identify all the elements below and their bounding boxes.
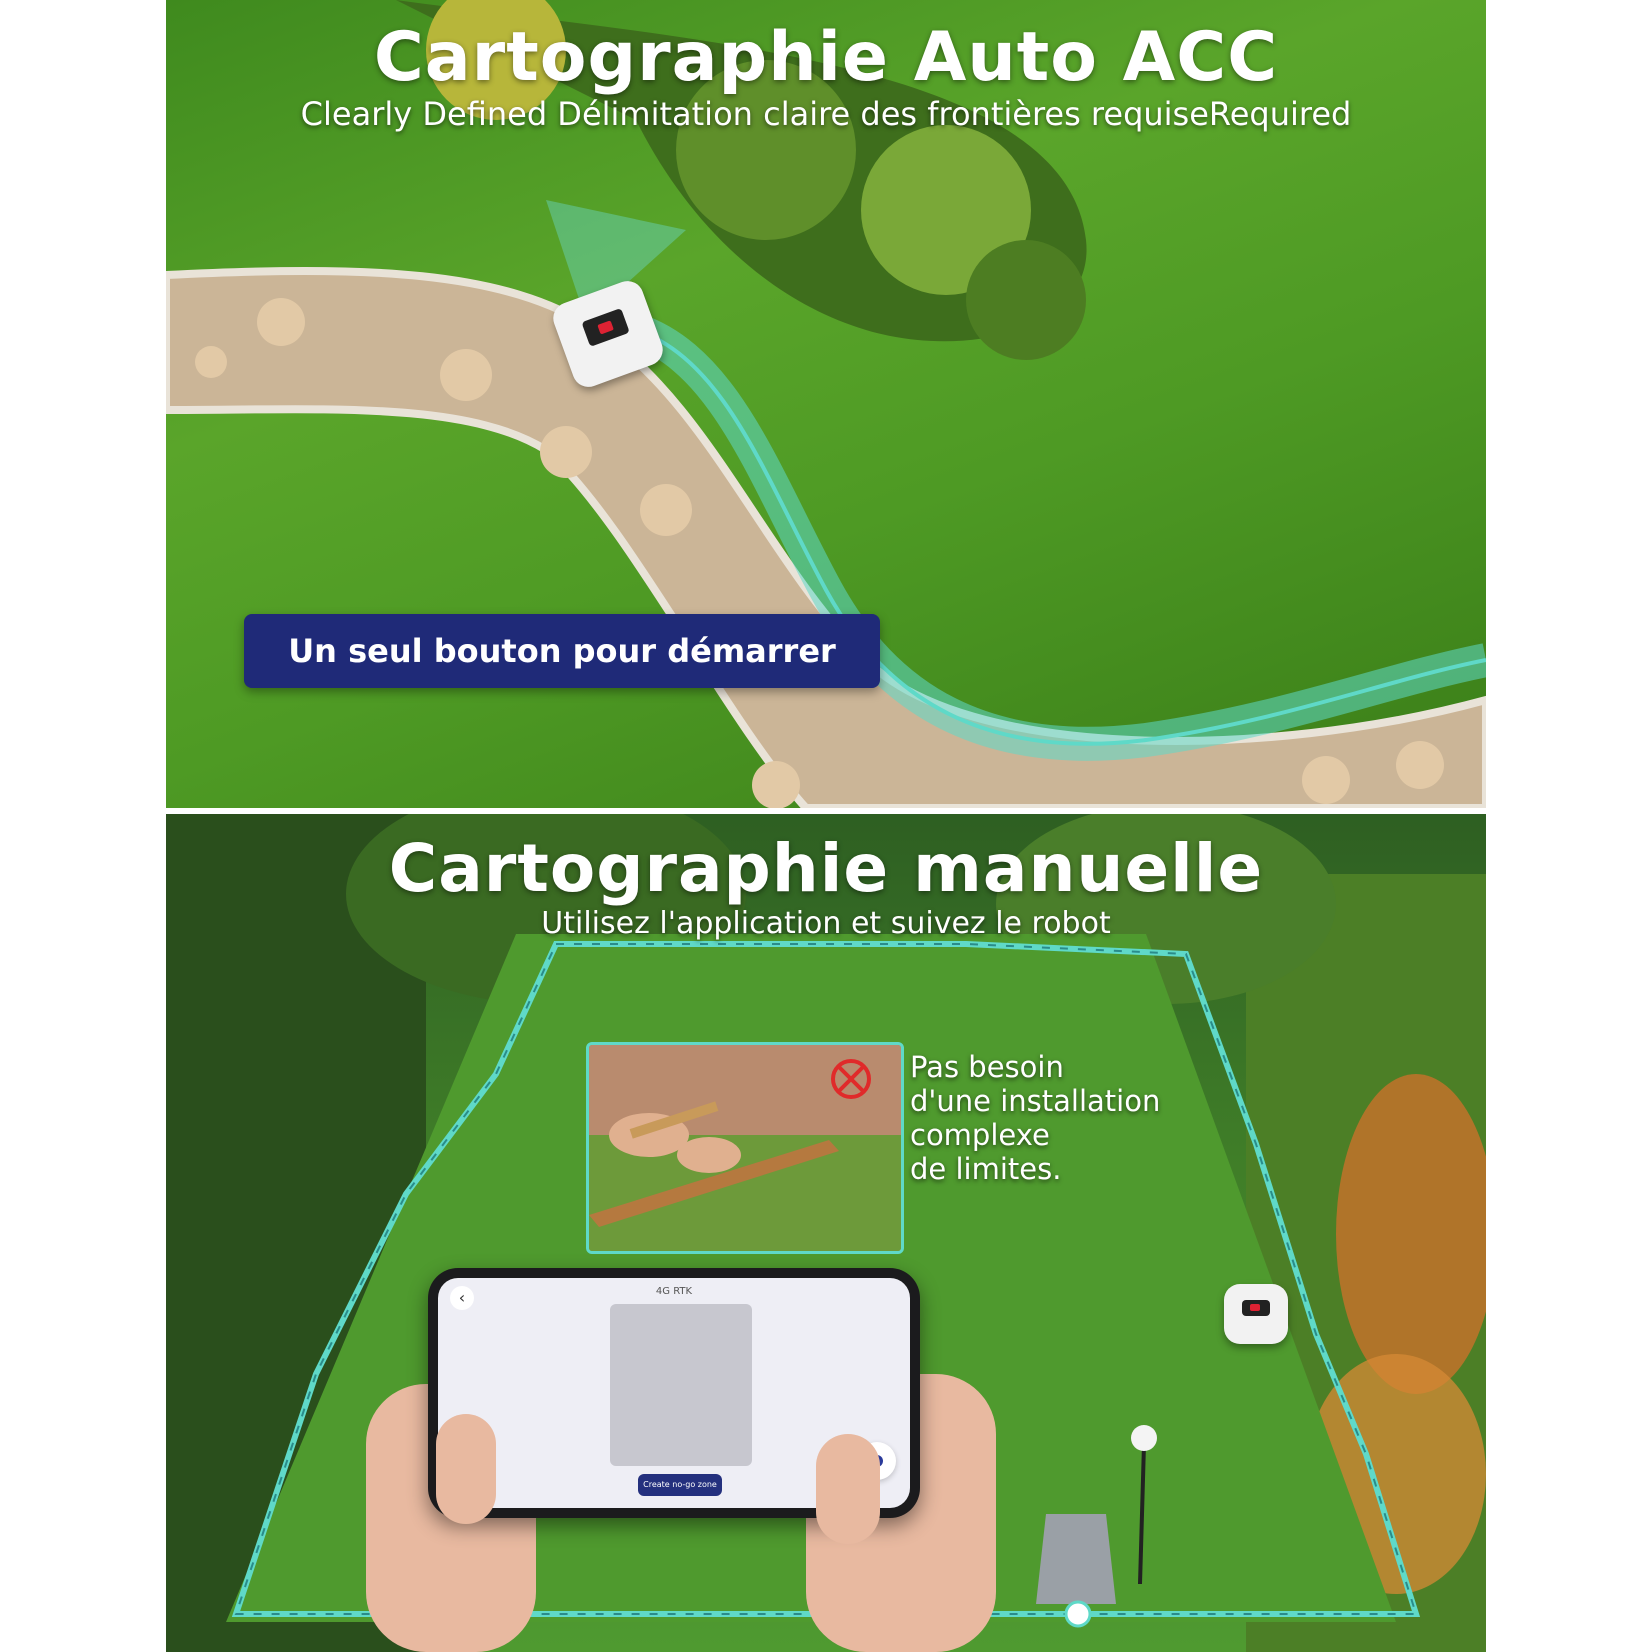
caption-line: de limites. <box>910 1152 1062 1186</box>
back-button[interactable]: ‹ <box>450 1286 474 1310</box>
create-no-go-zone-button[interactable]: Create no-go zone <box>638 1474 722 1496</box>
one-button-start-badge: Un seul bouton pour démarrer <box>244 614 880 688</box>
stepping-stone <box>195 346 227 378</box>
stepping-stone <box>752 761 800 808</box>
auto-mapping-title: Cartographie Auto ACC <box>373 18 1279 97</box>
stepping-stone <box>640 484 692 536</box>
status-bar: 4G RTK <box>655 1286 693 1297</box>
auto-mapping-subtitle: Clearly Defined Délimitation claire des frontières requiseRequired <box>300 95 1352 133</box>
mower-robot <box>1224 1284 1288 1344</box>
wire-installation-scene <box>589 1045 901 1251</box>
hand <box>677 1137 741 1173</box>
stepping-stone <box>257 298 305 346</box>
right-thumb <box>816 1434 880 1544</box>
stepping-stone <box>540 426 592 478</box>
manual-mapping-panel <box>166 814 1486 1652</box>
stepping-stone <box>1396 741 1444 789</box>
wire-installation-photo <box>586 1042 904 1254</box>
left-thumb <box>436 1414 496 1524</box>
docking-icon <box>1066 1602 1090 1626</box>
stepping-stone <box>1302 756 1350 804</box>
caption-line: complexe <box>910 1118 1050 1152</box>
auto-mapping-panel <box>166 0 1486 808</box>
lamp-globe <box>1131 1425 1157 1451</box>
no-install-caption <box>910 1050 1200 1186</box>
shrub <box>966 240 1086 360</box>
charging-station <box>1036 1514 1116 1604</box>
stepping-stone <box>440 349 492 401</box>
caption-line: Pas besoin <box>910 1050 1064 1084</box>
caption-line: d'une installation <box>910 1084 1161 1118</box>
manual-mapping-title: Cartographie manuelle <box>388 830 1264 907</box>
lawn-map[interactable] <box>610 1304 752 1466</box>
manual-mapping-subtitle: Utilisez l'application et suivez le robot <box>541 906 1111 941</box>
